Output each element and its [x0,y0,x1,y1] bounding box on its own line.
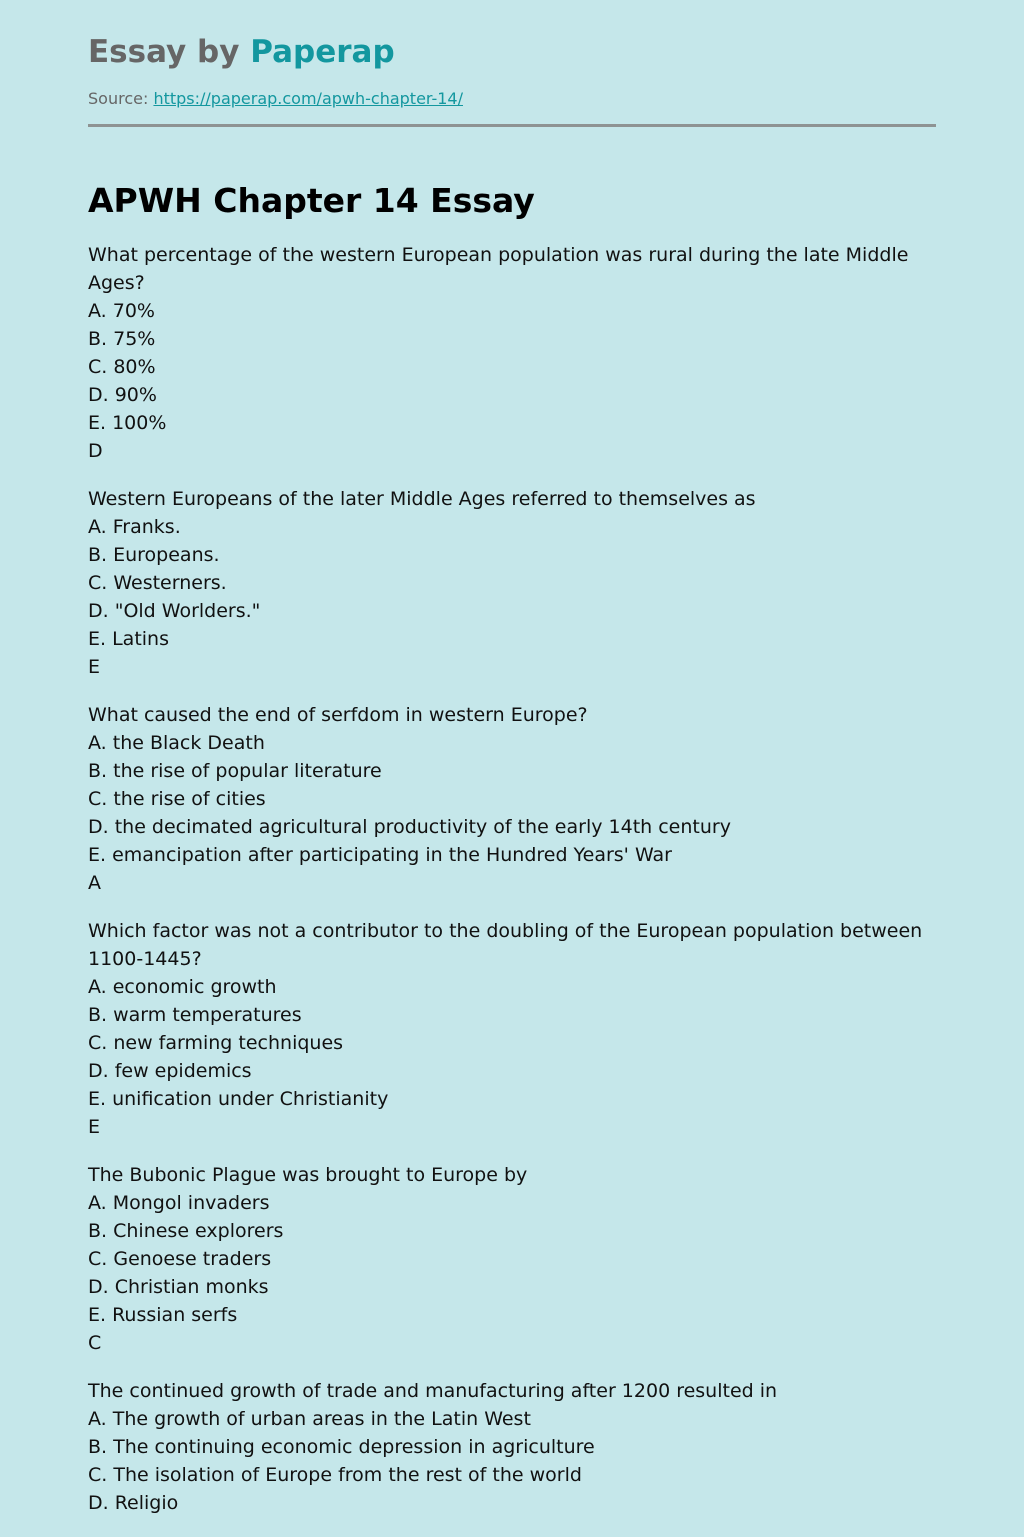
correct-answer: D [88,440,103,462]
answer-option: E. Russian serfs [88,1304,238,1326]
question-block [88,701,936,897]
question-text: Western Europeans of the later Middle Ages referred to themselves as [88,488,756,510]
document-title: APWH Chapter 14 Essay [88,181,535,220]
answer-option: B. warm temperatures [88,1004,302,1026]
brand-heading [88,32,936,72]
question-text: The Bubonic Plague was brought to Europe by [88,1164,528,1186]
answer-option: E. unification under Christianity [88,1088,389,1110]
answer-option: D. Religio [88,1492,179,1514]
answer-option: A. economic growth [88,976,277,998]
correct-answer: C [88,1332,102,1354]
answer-option: D. the decimated agricultural productivity of the early 14th century [88,816,731,838]
answer-option: D. 90% [88,384,157,406]
answer-option: A. Franks. [88,516,181,538]
answer-option: E. 100% [88,412,167,434]
page-content [88,0,936,1537]
answer-option: B. 75% [88,328,156,350]
header-divider [88,124,936,127]
question-text: What percentage of the western European population was rural during the late Middle Ages? [88,244,915,294]
source-line [88,88,936,110]
answer-option: A. The growth of urban areas in the Latin West [88,1408,531,1430]
answer-option: C. The isolation of Europe from the rest of the world [88,1464,582,1486]
question-block [88,241,936,465]
answer-option: A. the Black Death [88,732,265,754]
answer-option: B. The continuing economic depression in agriculture [88,1436,595,1458]
answer-option: C. new farming techniques [88,1032,344,1054]
correct-answer: E [88,1116,101,1138]
question-block [88,485,936,681]
correct-answer: A [88,872,101,894]
answer-option: C. 80% [88,356,156,378]
question-block [88,1377,936,1517]
answer-option: C. Westerners. [88,572,227,594]
question-list [88,241,936,1517]
answer-option: C. the rise of cities [88,788,266,810]
brand-name: Paperap [250,34,395,70]
question-text: The continued growth of trade and manufacturing after 1200 resulted in [88,1380,778,1402]
question-text: Which factor was not a contributor to the doubling of the European population between 1100-1445? [88,920,929,970]
correct-answer: E [88,656,101,678]
question-text: What caused the end of serfdom in western Europe? [88,704,588,726]
answer-option: C. Genoese traders [88,1248,272,1270]
source-label: Source: [88,89,149,108]
answer-option: B. Europeans. [88,544,220,566]
answer-option: D. "Old Worlders." [88,600,261,622]
answer-option: B. Chinese explorers [88,1220,284,1242]
answer-option: D. few epidemics [88,1060,252,1082]
answer-option: A. 70% [88,300,155,322]
answer-option: B. the rise of popular literature [88,760,382,782]
answer-option: A. Mongol invaders [88,1192,270,1214]
brand-prefix: Essay by [88,34,251,70]
answer-option: E. Latins [88,628,169,650]
source-link[interactable]: https://paperap.com/apwh-chapter-14/ [153,89,463,108]
question-block [88,1161,936,1357]
answer-option: E. emancipation after participating in the Hundred Years' War [88,844,672,866]
question-block [88,917,936,1141]
answer-option: D. Christian monks [88,1276,269,1298]
